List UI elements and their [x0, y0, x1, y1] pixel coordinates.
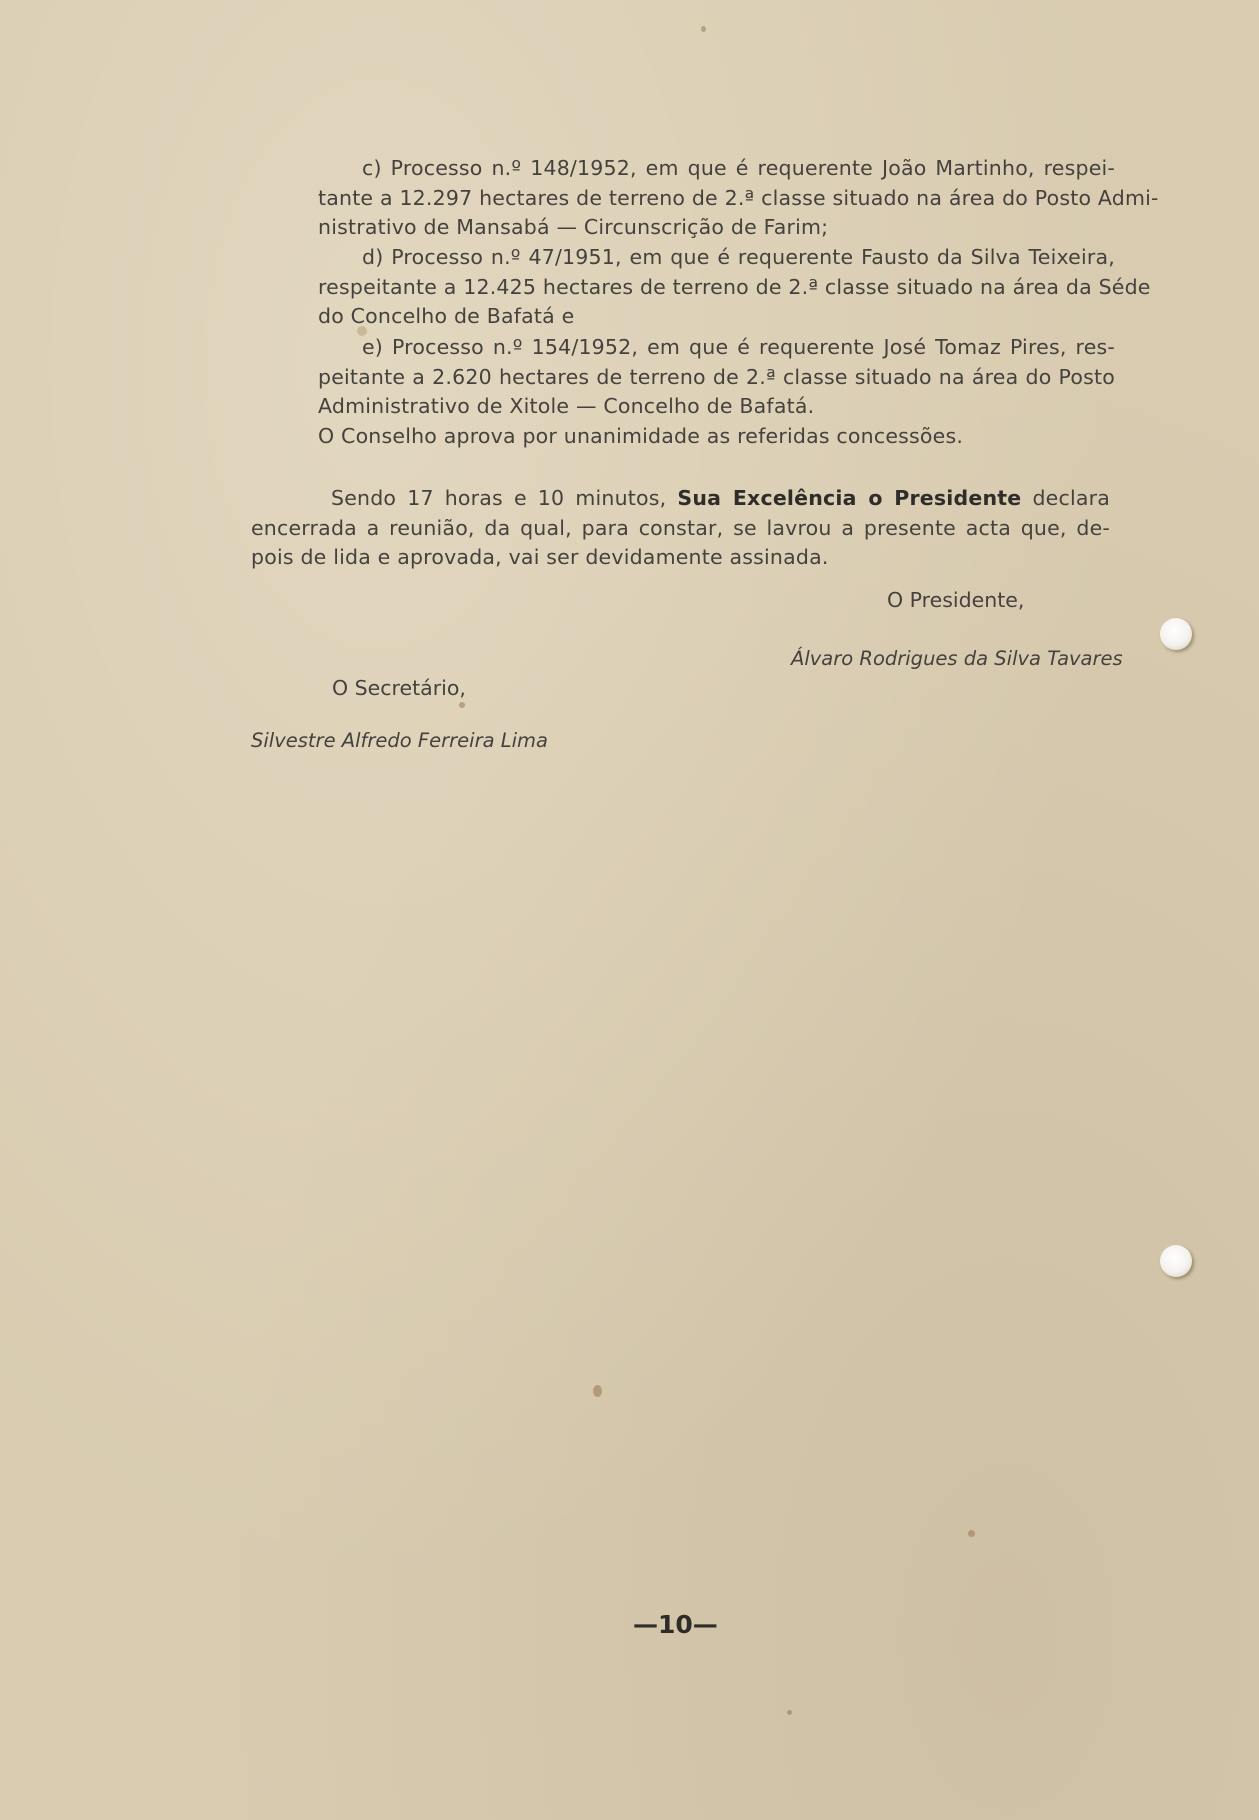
- binder-hole-top: [1160, 618, 1192, 650]
- closing-line-2: encerrada a reunião, da qual, para constar, se lavrou a presente acta que, de-: [251, 515, 1110, 540]
- item-c-line-2: tante a 12.297 hectares de terreno de 2.ª classe situado na área do Posto Admi-: [318, 185, 1159, 210]
- closing-line-1-start: Sendo 17 horas e 10 minutos,: [331, 486, 667, 510]
- item-e-line-1: e) Processo n.º 154/1952, em que é requerente José Tomaz Pires, res-: [362, 335, 1115, 359]
- closing-paragraph: [251, 484, 1110, 573]
- president-label: O Presidente,: [887, 588, 1025, 612]
- item-d: [318, 243, 1151, 332]
- closing-line-3: pois de lida e aprovada, vai ser devidamente assinada.: [251, 545, 829, 569]
- item-d-line-3: do Concelho de Bafatá e: [318, 304, 575, 328]
- approval-sentence: O Conselho aprova por unanimidade as referidas concessões.: [318, 423, 964, 448]
- paper-speck: [787, 1710, 792, 1715]
- president-name: Álvaro Rodrigues da Silva Tavares: [791, 647, 1123, 670]
- secretary-label: O Secretário,: [332, 676, 466, 700]
- item-c: [318, 154, 1159, 243]
- item-c-line-3: nistrativo de Mansabá — Circunscrição de Farim;: [318, 215, 829, 239]
- paper-speck: [968, 1530, 975, 1537]
- item-d-line-1: d) Processo n.º 47/1951, em que é requerente Fausto da Silva Teixeira,: [362, 245, 1115, 269]
- page-number: —10—: [633, 1610, 718, 1639]
- closing-line-1: [251, 484, 1110, 514]
- paper-speck: [701, 26, 706, 32]
- closing-line-1-end: declara: [1032, 486, 1110, 510]
- binder-hole-bottom: [1160, 1245, 1192, 1277]
- item-e-line-3: Administrativo de Xitole — Concelho de Bafatá.: [318, 394, 815, 418]
- item-d-line-2: respeitante a 12.425 hectares de terreno de 2.ª classe situado na área da Séde: [318, 274, 1151, 299]
- paper-speck: [357, 326, 367, 336]
- secretary-name: Silvestre Alfredo Ferreira Lima: [251, 729, 548, 752]
- item-e: [318, 333, 1115, 451]
- item-c-line-1: c) Processo n.º 148/1952, em que é requerente João Martinho, respei-: [362, 156, 1115, 180]
- paper-speck: [593, 1385, 602, 1397]
- item-e-line-2: peitante a 2.620 hectares de terreno de 2.ª classe situado na área do Posto: [318, 364, 1115, 389]
- president-title: Sua Excelência o Presidente: [677, 486, 1022, 510]
- paper-speck: [459, 702, 465, 708]
